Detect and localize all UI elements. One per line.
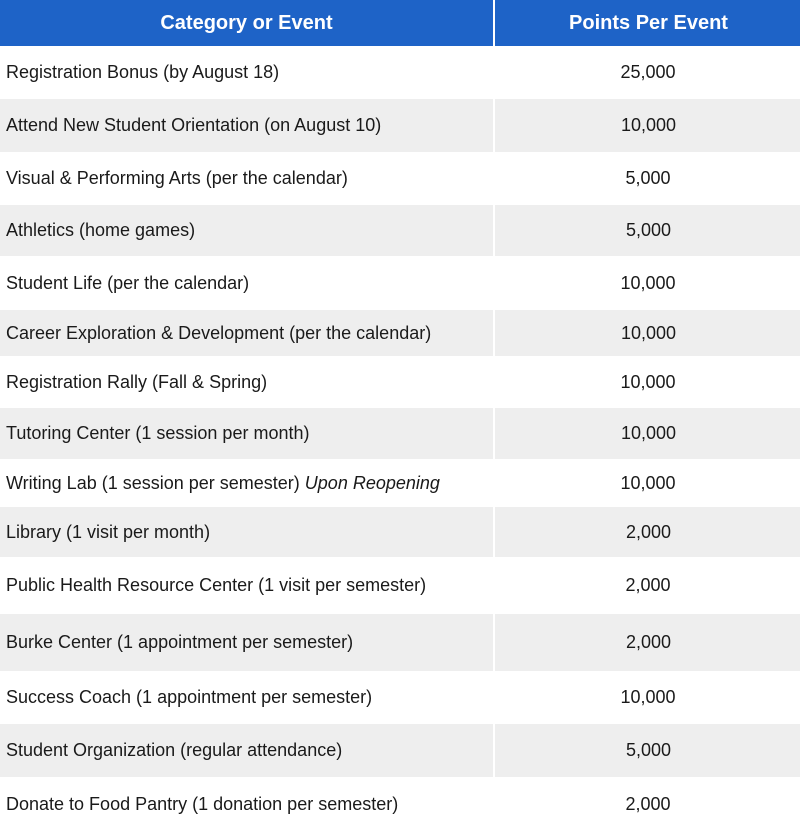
points-cell: 5,000: [494, 724, 800, 777]
points-cell: 25,000: [494, 46, 800, 99]
category-cell: Library (1 visit per month): [0, 507, 494, 557]
points-cell: 10,000: [494, 256, 800, 310]
category-cell: Attend New Student Orientation (on August 10): [0, 99, 494, 152]
category-cell: Registration Bonus (by August 18): [0, 46, 494, 99]
category-cell: Student Organization (regular attendance): [0, 724, 494, 777]
table-row: [0, 408, 800, 459]
points-cell: 10,000: [494, 459, 800, 507]
category-cell: Career Exploration & Development (per the calendar): [0, 310, 494, 356]
column-header-points: Points Per Event: [494, 0, 800, 46]
table-row: [0, 356, 800, 408]
column-header-category: Category or Event: [0, 0, 494, 46]
table-row: [0, 724, 800, 777]
table-row: [0, 310, 800, 356]
category-cell: Public Health Resource Center (1 visit per semester): [0, 557, 494, 614]
category-cell: Donate to Food Pantry (1 donation per semester): [0, 777, 494, 832]
category-cell: Success Coach (1 appointment per semester): [0, 671, 494, 724]
category-cell: Student Life (per the calendar): [0, 256, 494, 310]
table-row: [0, 256, 800, 310]
table-row: [0, 671, 800, 724]
table-row: [0, 46, 800, 99]
table-row: [0, 507, 800, 557]
table-header-row: [0, 0, 800, 46]
points-cell: 2,000: [494, 614, 800, 671]
table-row: [0, 777, 800, 832]
table-row: [0, 99, 800, 152]
table-row: [0, 205, 800, 256]
category-cell: Burke Center (1 appointment per semester): [0, 614, 494, 671]
points-cell: 10,000: [494, 99, 800, 152]
points-cell: 2,000: [494, 507, 800, 557]
category-cell: Athletics (home games): [0, 205, 494, 256]
points-cell: 5,000: [494, 205, 800, 256]
table-row: [0, 614, 800, 671]
reopening-note: Upon Reopening: [304, 472, 440, 493]
category-cell: [0, 459, 494, 507]
points-cell: 10,000: [494, 310, 800, 356]
points-cell: 10,000: [494, 356, 800, 408]
points-cell: 2,000: [494, 557, 800, 614]
points-cell: 10,000: [494, 671, 800, 724]
category-cell: Registration Rally (Fall & Spring): [0, 356, 494, 408]
category-cell: Visual & Performing Arts (per the calendar): [0, 152, 494, 205]
points-cell: 10,000: [494, 408, 800, 459]
category-cell: Tutoring Center (1 session per month): [0, 408, 494, 459]
points-cell: 2,000: [494, 777, 800, 832]
table-row: [0, 557, 800, 614]
table-row: [0, 152, 800, 205]
points-cell: 5,000: [494, 152, 800, 205]
category-text: Writing Lab (1 session per semester): [6, 472, 305, 493]
table-row: [0, 459, 800, 507]
